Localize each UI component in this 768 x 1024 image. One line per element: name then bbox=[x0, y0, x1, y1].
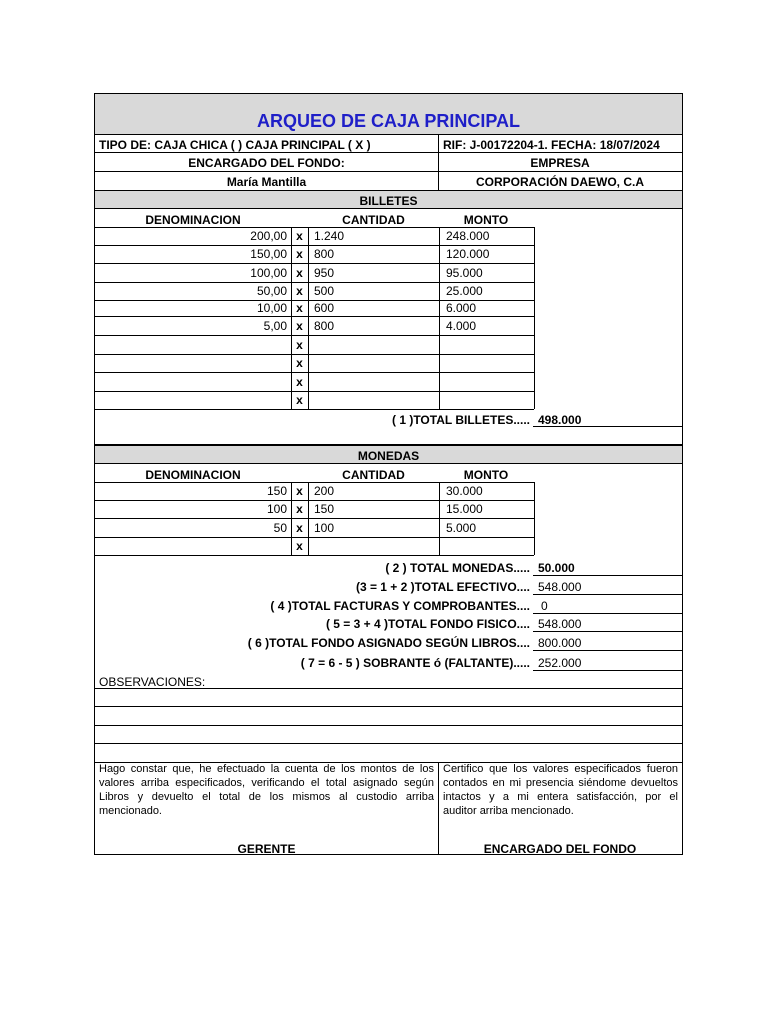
denominacion-cell: 5,00 bbox=[263, 319, 287, 333]
cantidad-cell: 950 bbox=[314, 266, 335, 280]
multiply-sign: x bbox=[296, 484, 303, 498]
total-value: 0 bbox=[541, 599, 548, 613]
total-value: 800.000 bbox=[538, 636, 582, 650]
denominacion-cell: 200,00 bbox=[250, 229, 287, 243]
multiply-sign: x bbox=[296, 521, 303, 535]
multiply-sign: x bbox=[296, 301, 303, 315]
monto-cell: 248.000 bbox=[446, 229, 490, 243]
monto-cell: 95.000 bbox=[446, 266, 483, 280]
table-row bbox=[95, 391, 534, 409]
billetes-section-label: BILLETES bbox=[359, 194, 418, 208]
table-row bbox=[95, 482, 534, 500]
total-billetes-label: ( 1 )TOTAL BILLETES..... bbox=[391, 413, 530, 427]
monto-cell: 4.000 bbox=[446, 319, 477, 333]
multiply-sign: x bbox=[296, 502, 303, 516]
cantidad-cell: 800 bbox=[314, 319, 335, 333]
cantidad-cell: 600 bbox=[314, 301, 335, 315]
multiply-sign: x bbox=[296, 393, 303, 407]
monto-cell: 120.000 bbox=[446, 247, 490, 261]
table-row bbox=[95, 300, 534, 316]
table-row bbox=[95, 263, 534, 282]
encargado-label: ENCARGADO DEL FONDO: bbox=[188, 156, 345, 170]
gerente-statement: Hago constar que, he efectuado la cuenta de los montos de los valores arriba especificados, verificando el total asignado según Libros y devuelto el total de los mismos al custodio arriba mencionado. bbox=[99, 763, 434, 817]
encargado-statement: Certifico que los valores especificados fueron contados en mi presencia siéndome devueltos intactos y a mi entera satisfacción, por el auditor arriba mencionado. bbox=[443, 763, 678, 817]
empresa-name: CORPORACIÓN DAEWO, C.A bbox=[476, 175, 644, 189]
encargado-signature: ENCARGADO DEL FONDO bbox=[483, 842, 637, 856]
denominacion-cell: 50,00 bbox=[256, 284, 287, 298]
multiply-sign: x bbox=[296, 247, 303, 261]
table-row bbox=[95, 316, 534, 335]
table-row bbox=[95, 335, 534, 354]
monedas-col-cantidad: CANTIDAD bbox=[342, 468, 405, 482]
total-label: ( 2 ) TOTAL MONEDAS..... bbox=[385, 561, 530, 575]
billetes-col-denominacion: DENOMINACION bbox=[145, 213, 241, 227]
monto-cell: 25.000 bbox=[446, 284, 483, 298]
denominacion-cell: 100,00 bbox=[250, 266, 287, 280]
billetes-col-monto: MONTO bbox=[463, 213, 509, 227]
total-label: ( 7 = 6 - 5 ) SOBRANTE ó (FALTANTE)..... bbox=[300, 656, 530, 670]
table-row bbox=[95, 518, 534, 537]
tipo-caja: TIPO DE: CAJA CHICA ( ) CAJA PRINCIPAL ( X ) bbox=[99, 138, 371, 152]
rif-fecha: RIF: J-00172204-1. FECHA: 18/07/2024 bbox=[443, 138, 660, 152]
cantidad-cell: 1.240 bbox=[314, 229, 345, 243]
total-value: 252.000 bbox=[538, 656, 582, 670]
multiply-sign: x bbox=[296, 266, 303, 280]
total-label: ( 4 )TOTAL FACTURAS Y COMPROBANTES.... bbox=[270, 599, 530, 613]
observaciones-label: OBSERVACIONES: bbox=[99, 675, 206, 689]
total-value: 50.000 bbox=[538, 561, 575, 575]
monedas-col-denominacion: DENOMINACION bbox=[145, 468, 241, 482]
table-row bbox=[95, 537, 534, 555]
denominacion-cell: 50 bbox=[273, 521, 287, 535]
table-row bbox=[95, 245, 534, 263]
multiply-sign: x bbox=[296, 229, 303, 243]
monto-cell: 30.000 bbox=[446, 484, 483, 498]
multiply-sign: x bbox=[296, 338, 303, 352]
gerente-signature: GERENTE bbox=[237, 842, 296, 856]
multiply-sign: x bbox=[296, 284, 303, 298]
cantidad-cell: 200 bbox=[314, 484, 335, 498]
denominacion-cell: 150 bbox=[266, 484, 287, 498]
denominacion-cell: 150,00 bbox=[250, 247, 287, 261]
multiply-sign: x bbox=[296, 539, 303, 553]
cantidad-cell: 500 bbox=[314, 284, 335, 298]
multiply-sign: x bbox=[296, 375, 303, 389]
monto-cell: 5.000 bbox=[446, 521, 477, 535]
total-label: ( 6 )TOTAL FONDO ASIGNADO SEGÚN LIBROS.... bbox=[247, 636, 530, 650]
billetes-col-cantidad: CANTIDAD bbox=[342, 213, 405, 227]
table-row bbox=[95, 372, 534, 391]
multiply-sign: x bbox=[296, 319, 303, 333]
total-value: 548.000 bbox=[538, 617, 582, 631]
multiply-sign: x bbox=[296, 356, 303, 370]
table-row bbox=[95, 227, 534, 245]
total-value: 548.000 bbox=[538, 580, 582, 594]
total-billetes-value: 498.000 bbox=[538, 413, 582, 427]
monto-cell: 6.000 bbox=[446, 301, 477, 315]
encargado-name: María Mantilla bbox=[226, 175, 307, 189]
table-row bbox=[95, 354, 534, 372]
monto-cell: 15.000 bbox=[446, 502, 483, 516]
table-row bbox=[95, 500, 534, 518]
page-title: ARQUEO DE CAJA PRINCIPAL bbox=[256, 111, 521, 131]
table-row bbox=[95, 282, 534, 300]
cash-count-sheet bbox=[94, 93, 683, 855]
total-label: ( 5 = 3 + 4 )TOTAL FONDO FISICO.... bbox=[325, 617, 530, 631]
cantidad-cell: 800 bbox=[314, 247, 335, 261]
total-label: (3 = 1 + 2 )TOTAL EFECTIVO.... bbox=[355, 580, 530, 594]
cantidad-cell: 100 bbox=[314, 521, 335, 535]
empresa-label: EMPRESA bbox=[530, 156, 590, 170]
cantidad-cell: 150 bbox=[314, 502, 335, 516]
denominacion-cell: 100 bbox=[266, 502, 287, 516]
monedas-col-monto: MONTO bbox=[463, 468, 509, 482]
denominacion-cell: 10,00 bbox=[256, 301, 287, 315]
monedas-section-label: MONEDAS bbox=[357, 449, 420, 463]
